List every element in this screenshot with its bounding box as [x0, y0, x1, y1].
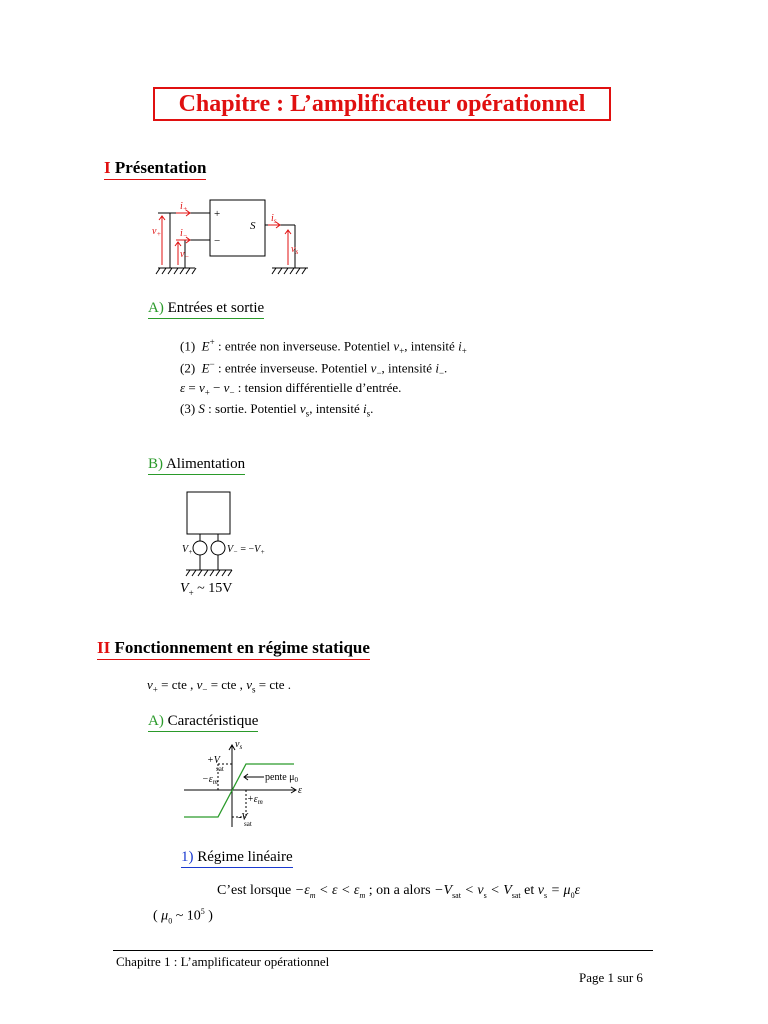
opamp-box: [187, 492, 230, 534]
vs-axis-label: $v_s$: [235, 739, 243, 751]
sub-number: A): [148, 713, 164, 729]
pente-label: pente $\mu_0$: [265, 772, 299, 784]
v-plus-label: $v_+$: [152, 226, 162, 238]
section-label: Fonctionnement en régime statique: [114, 638, 370, 657]
vsat-pos-sub: sat: [216, 765, 224, 773]
transfer-characteristic-graph: [180, 733, 320, 831]
vsat-pos-label: +V: [207, 755, 220, 766]
plus-terminal-label: +: [214, 208, 221, 220]
vplus-label: $V_+$: [182, 544, 193, 556]
linear-regime-paragraph: C’est lorsque $-\varepsilon_m < \varepsilon < \varepsilon_m$ ; on a alors $-V_{sat} < v_s < V_{sat}$ et $v_s = \mu_0\varepsilon$: [217, 883, 581, 900]
sub-label: Régime linéaire: [197, 849, 293, 865]
section-label: Présentation: [114, 158, 207, 177]
gain-order-of-magnitude: ( $\mu_0$ ~ $10^5$ ): [153, 907, 213, 926]
i-minus-label: $i_-$: [180, 228, 188, 240]
subheading-entrees-sortie: [148, 300, 264, 319]
entry-line-3: $\varepsilon = v_+ - v_-$ : tension différentielle d’entrée.: [180, 380, 402, 398]
opamp-schematic: [140, 190, 320, 280]
sub-number: B): [148, 456, 163, 472]
em-pos-label: $+\varepsilon_m$: [247, 794, 263, 806]
source-vminus: [211, 541, 225, 555]
chapter-title-box: [153, 87, 611, 121]
v-minus-label: $v_-$: [180, 249, 190, 261]
i-s-label: $i_s$: [271, 213, 277, 225]
vsat-neg-label: -V: [238, 812, 248, 823]
subheading-alimentation: [148, 456, 245, 475]
section-heading-regime-statique: [97, 638, 370, 660]
sub-label: Alimentation: [165, 456, 246, 472]
subheading-caracteristique: [148, 713, 258, 732]
static-conditions: $v_+$ = cte , $v_-$ = cte , $v_s$ = cte .: [147, 677, 291, 695]
vminus-label: $V_- = -V_+$: [227, 544, 265, 556]
entry-line-1: (1) E+ : entrée non inverseuse. Potentiel $v_+$, intensité $i_+$: [180, 337, 467, 356]
subheading-regime-lineaire: [181, 849, 293, 868]
v-s-label: $v_s$: [291, 244, 299, 256]
eps-axis-label: ε: [298, 785, 302, 796]
chapter-title: Chapitre : L’amplificateur opérationnel: [178, 90, 586, 117]
source-vplus: [193, 541, 207, 555]
supply-voltage: $V_+$ ~ 15V: [180, 581, 233, 598]
section-number: II: [97, 638, 111, 657]
sub-number: 1): [181, 849, 194, 865]
sub-label: Entrées et sortie: [167, 300, 265, 316]
minus-terminal-label: −: [214, 235, 221, 247]
section-heading-presentation: [104, 158, 206, 180]
s-label: S: [250, 220, 256, 232]
footer-page-number: Page 1 sur 6: [579, 970, 643, 985]
entry-line-4: (3) S : sortie. Potentiel $v_s$, intensité $i_s$.: [180, 401, 374, 419]
section-number: I: [104, 158, 111, 177]
sub-number: A): [148, 300, 164, 316]
entry-line-2: (2) E− : entrée inverseuse. Potentiel $v_-$, intensité $i_-$.: [180, 359, 448, 378]
i-plus-label: $i_+$: [180, 201, 188, 213]
power-supply-schematic: [176, 488, 296, 580]
footer-divider: [113, 950, 653, 951]
em-neg-label: $-\varepsilon_m$: [202, 774, 218, 786]
footer-chapter: Chapitre 1 : L’amplificateur opérationnel: [116, 954, 330, 969]
sub-label: Caractéristique: [167, 713, 259, 729]
vsat-neg-sub: sat: [244, 820, 252, 828]
